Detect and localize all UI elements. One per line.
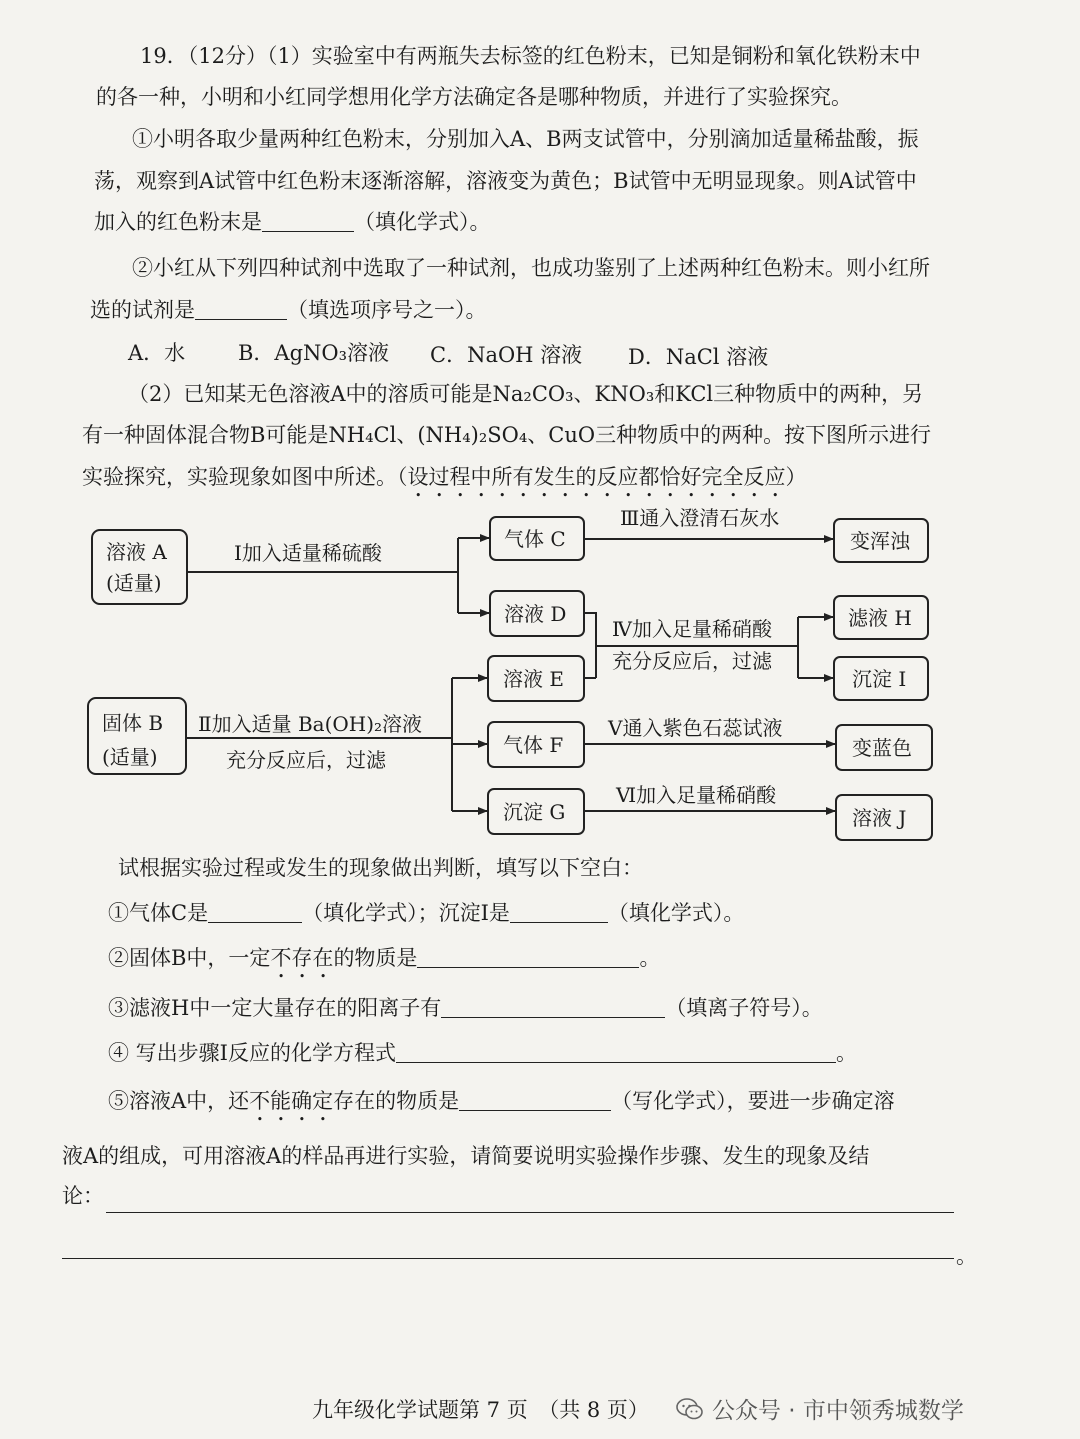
label-gas-c: 气体 C <box>504 527 566 551</box>
answer-blank-uncertain[interactable] <box>459 1110 611 1111</box>
label-step-4b: 充分反应后，过滤 <box>612 649 772 673</box>
label-solution-d: 溶液 D <box>504 602 567 626</box>
question-line-7: 选的试剂是 （填选项序号之一）。 <box>90 298 487 322</box>
question-line-3: ①小明各取少量两种红色粉末，分别加入A、B两支试管中，分别滴加适量稀盐酸，振 <box>132 127 919 151</box>
question-line-9: 有一种固体混合物B可能是NH₄Cl、(NH₄)₂SO₄、CuO三种物质中的两种。按下图所示进行 <box>82 423 932 447</box>
label-filtrate-h: 滤液 H <box>848 606 912 630</box>
option-a: A．水 <box>128 341 186 365</box>
label-solution-j: 溶液 J <box>852 806 907 830</box>
label-turn-blue: 变蓝色 <box>852 736 912 760</box>
task-7: 论： <box>62 1184 104 1208</box>
label-step-4a: Ⅳ加入足量稀硝酸 <box>612 617 772 641</box>
label-turbid: 变浑浊 <box>850 529 910 553</box>
answer-blank-equation[interactable] <box>396 1062 836 1063</box>
label-solid-b-2: (适量) <box>102 745 158 769</box>
wechat-icon <box>676 1398 704 1420</box>
watermark <box>676 1392 964 1425</box>
option-b: B．AgNO₃溶液 <box>238 341 390 365</box>
label-precipitate-i: 沉淀 I <box>852 667 907 691</box>
label-step-3: Ⅲ通入澄清石灰水 <box>620 506 780 530</box>
label-step-2a: Ⅱ加入适量 Ba(OH)₂溶液 <box>198 712 423 736</box>
answer-blank-precipitate-i[interactable] <box>510 922 608 923</box>
task-5: ⑤溶液A中，还不能确定存在的物质是 （写化学式），要进一步确定溶 <box>108 1089 895 1113</box>
answer-blank-gas-c[interactable] <box>208 922 302 923</box>
label-solution-e: 溶液 E <box>503 667 564 691</box>
option-c: C．NaOH 溶液 <box>430 343 583 367</box>
question-line-5: 加入的红色粉末是 （填化学式）。 <box>94 210 491 234</box>
label-solution-a-2: (适量) <box>106 571 162 595</box>
page-footer: 九年级化学试题第 7 页 （共 8 页） <box>312 1398 649 1422</box>
task-end-period: 。 <box>956 1244 977 1268</box>
question-line-1: 19．（12分）（1）实验室中有两瓶失去标签的红色粉末，已知是铜粉和氧化铁粉末中 <box>140 44 921 68</box>
label-step-1: Ⅰ加入适量稀硫酸 <box>234 541 382 565</box>
task-intro: 试根据实验过程或发生的现象做出判断，填写以下空白： <box>118 856 643 880</box>
question-line-6: ②小红从下列四种试剂中选取了一种试剂，也成功鉴别了上述两种红色粉末。则小红所 <box>132 256 930 280</box>
task-3: ③滤液H中一定大量存在的阳离子有 （填离子符号）。 <box>108 996 823 1020</box>
question-line-8: （2）已知某无色溶液A中的溶质可能是Na₂CO₃、KNO₃和KCl三种物质中的两种，另 <box>128 382 924 406</box>
answer-line-conclusion-2[interactable] <box>62 1258 954 1259</box>
answer-blank-cations[interactable] <box>441 1017 665 1018</box>
watermark-text: 公众号 · 市中领秀城数学 <box>712 1398 964 1424</box>
task-6: 液A的组成，可用溶液A的样品再进行实验，请简要说明实验操作步骤、发生的现象及结 <box>62 1144 870 1168</box>
question-line-2: 的各一种，小明和小红同学想用化学方法确定各是哪种物质，并进行了实验探究。 <box>96 85 852 109</box>
answer-blank-solid-b[interactable] <box>417 967 639 968</box>
question-line-10: 实验探究，实验现象如图中所述。（设过程中所有发生的反应都恰好完全反应） <box>82 465 807 489</box>
task-1: ①气体C是 （填化学式）；沉淀I是 （填化学式）。 <box>108 901 745 925</box>
answer-line-conclusion-1[interactable] <box>106 1212 954 1213</box>
task-4: ④ 写出步骤Ⅰ反应的化学方程式 。 <box>108 1041 857 1065</box>
label-step-6: Ⅵ加入足量稀硝酸 <box>616 783 777 807</box>
label-step-5: Ⅴ通入紫色石蕊试液 <box>608 716 783 740</box>
task-2: ②固体B中，一定不存在的物质是 。 <box>108 946 661 970</box>
label-solution-a-1: 溶液 A <box>106 540 167 564</box>
line-b-split <box>186 678 452 811</box>
question-line-4: 荡，观察到A试管中红色粉末逐渐溶解，溶液变为黄色；B试管中无明显现象。则A试管中 <box>94 169 917 193</box>
label-step-2b: 充分反应后，过滤 <box>226 748 386 772</box>
label-solid-b-1: 固体 B <box>102 711 164 735</box>
option-d: D．NaCl 溶液 <box>628 345 769 369</box>
label-gas-f: 气体 F <box>503 733 564 757</box>
label-precipitate-g: 沉淀 G <box>503 800 566 824</box>
